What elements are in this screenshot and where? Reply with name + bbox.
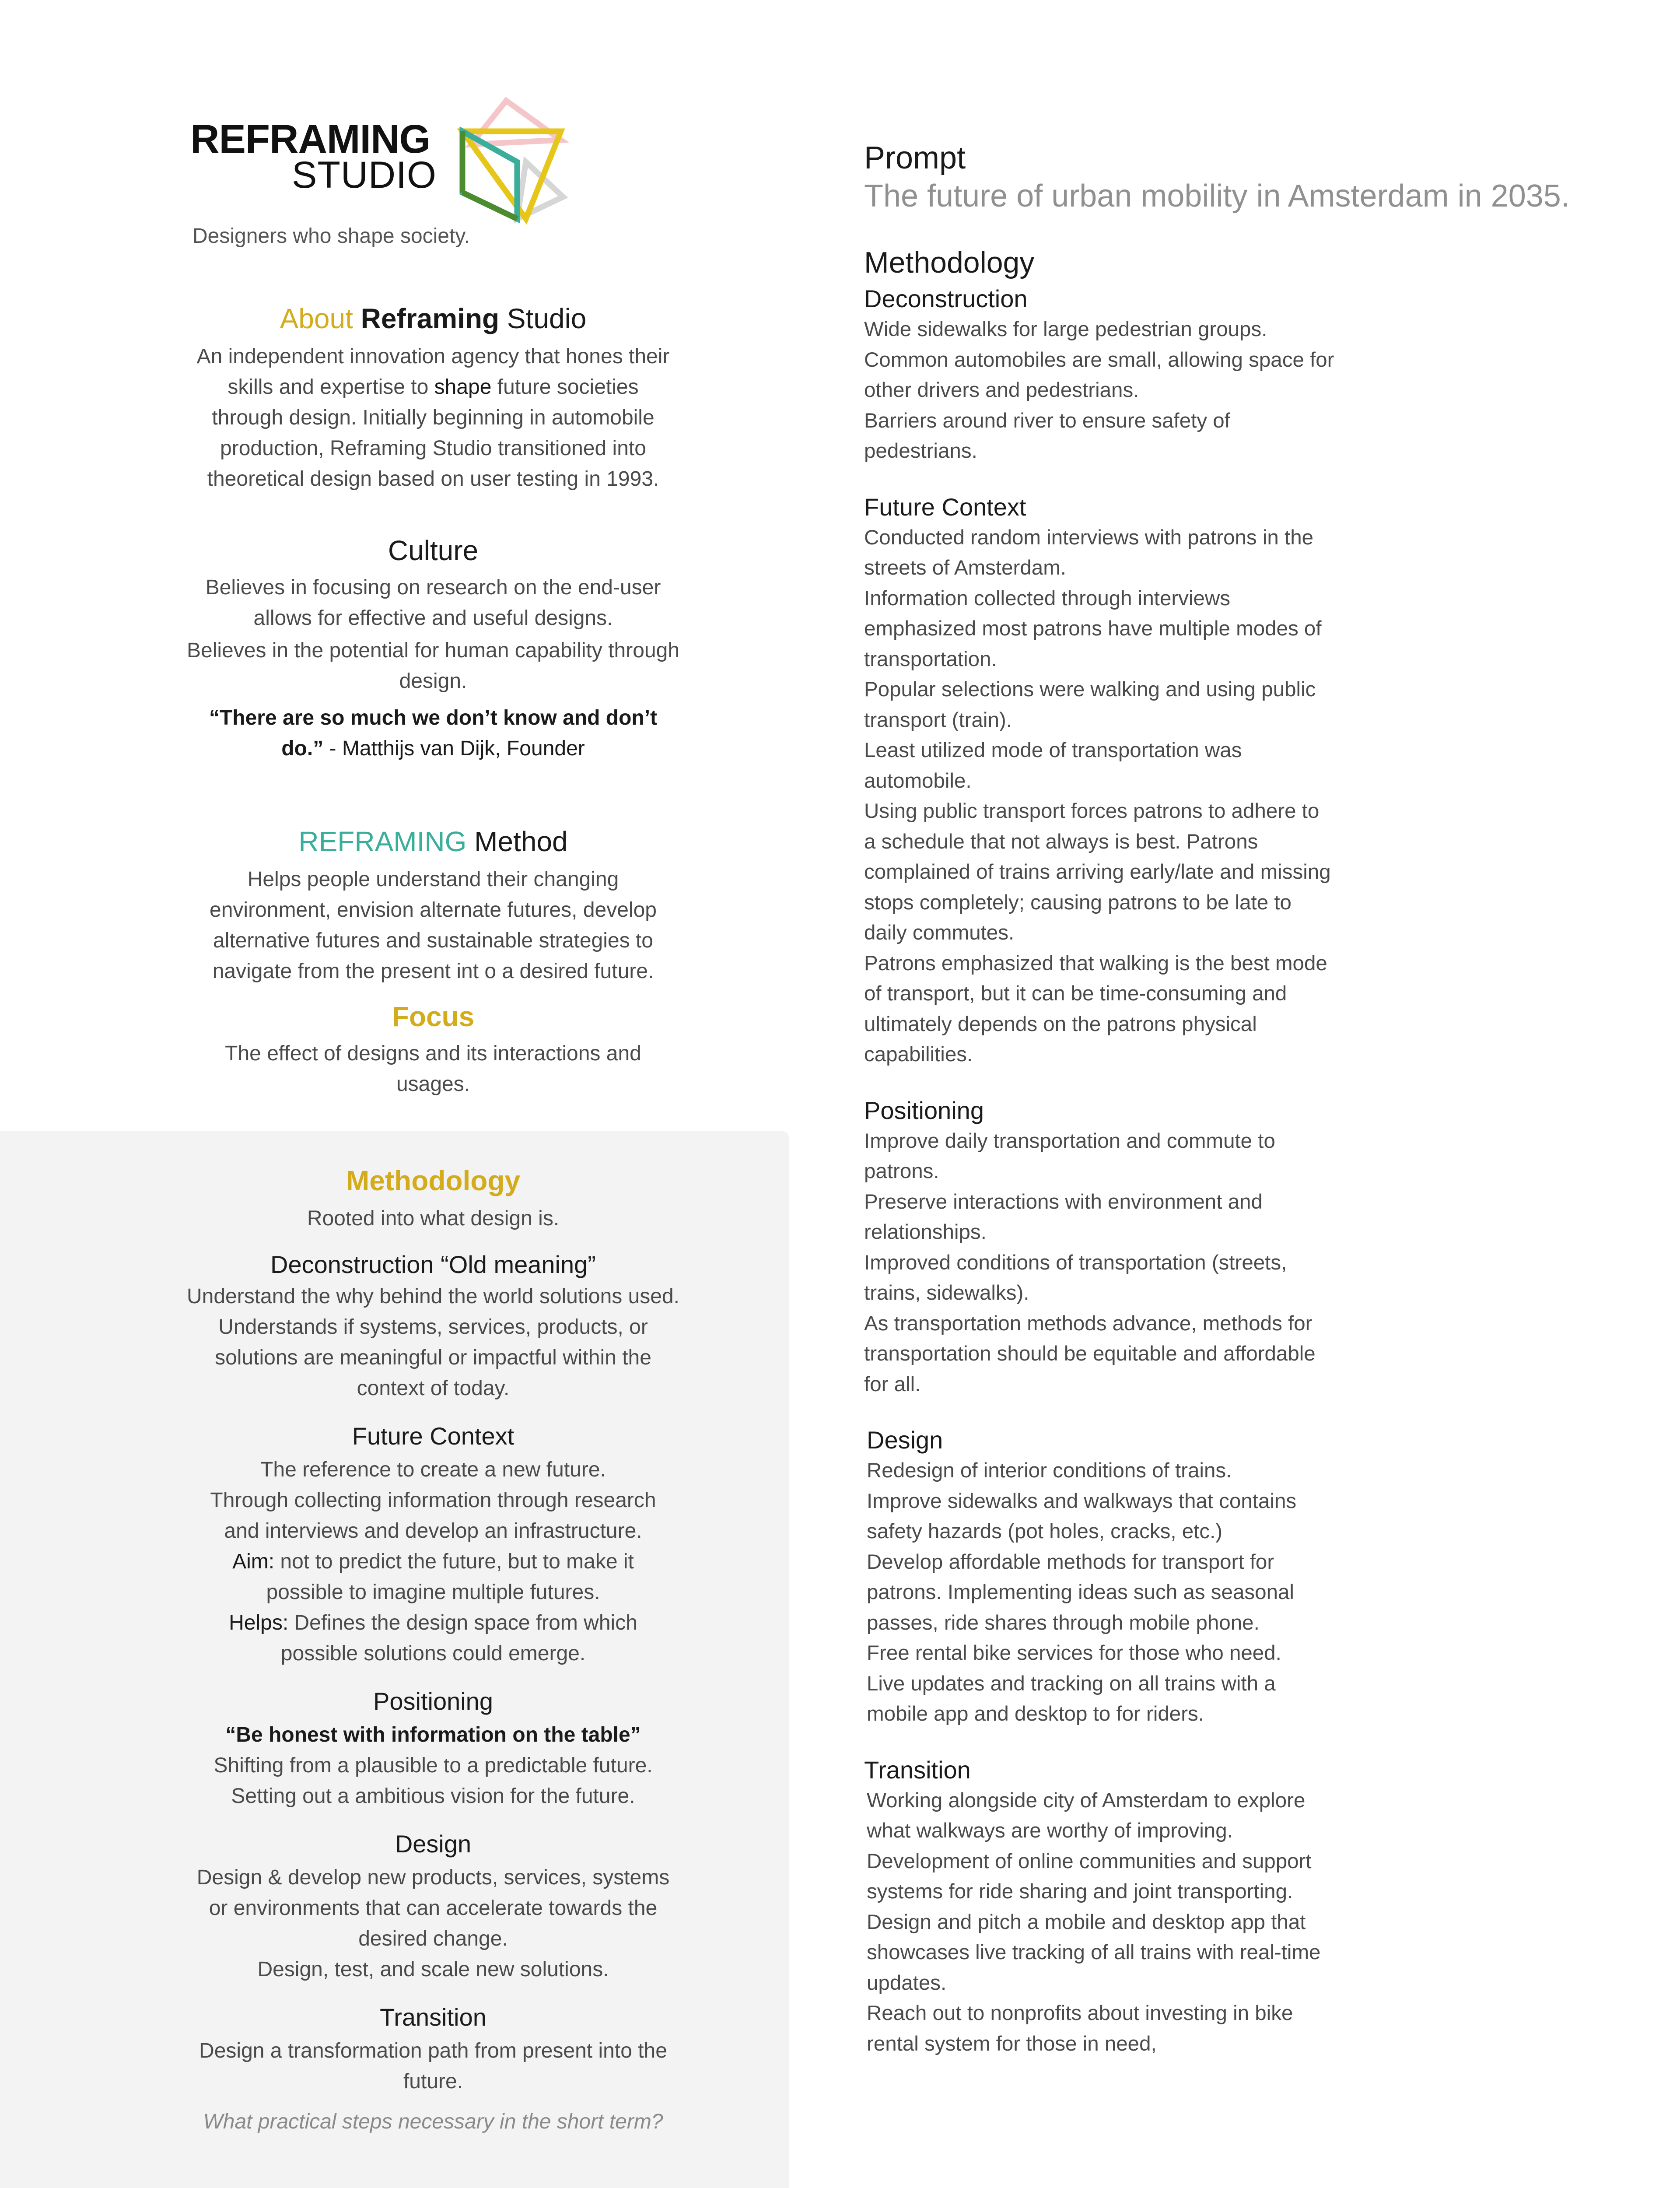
logo-wordmark-reframing: REFRAMING (190, 117, 430, 161)
logo (188, 114, 582, 236)
right-transition-line: what walkways are worthy of improving. (867, 1819, 1233, 1842)
right-future-context-line: capabilities. (864, 1043, 973, 1066)
future-context-line: Through collecting information through research (210, 1489, 656, 1512)
right-design-line: Live updates and tracking on all trains with a (867, 1672, 1276, 1695)
right-design-heading: Design (867, 1426, 943, 1454)
about-heading-bold: Reframing (360, 303, 500, 334)
logo-prism-icon (443, 88, 592, 236)
quote-attribution: - Matthijs van Dijk, Founder (323, 737, 585, 760)
about-line-part: future societies (497, 375, 639, 399)
right-future-context-line: Using public transport forces patrons to adhere to (864, 799, 1320, 823)
right-deconstruction-line: Common automobiles are small, allowing space for (864, 348, 1334, 372)
focus-line: The effect of designs and its interactions and (225, 1042, 641, 1065)
quote-line: “There are so much we don’t know and don’t (209, 706, 658, 729)
about-line: through design. Initially beginning in automobile (212, 406, 654, 429)
method-heading-accent: REFRAMING (298, 826, 467, 857)
focus-body (140, 1038, 726, 1100)
right-future-context-line: Conducted random interviews with patrons in the (864, 526, 1314, 549)
right-design-body (864, 1455, 1433, 1729)
right-future-context-line: automobile. (864, 769, 972, 792)
right-future-context-body (864, 522, 1433, 1070)
helps-text: Defines the design space from which (288, 1611, 637, 1634)
right-future-context-line: Popular selections were walking and using public (864, 678, 1316, 701)
positioning-quote: “Be honest with information on the table” (225, 1723, 641, 1746)
right-future-context-heading: Future Context (864, 493, 1026, 521)
deconstruction-title: Deconstruction (270, 1251, 434, 1278)
about-line (140, 372, 726, 403)
logo-wordmark-studio: STUDIO (292, 154, 437, 196)
future-context-line: and interviews and develop an infrastructure. (224, 1519, 642, 1543)
design-line: Design, test, and scale new solutions. (257, 1958, 609, 1981)
culture-body (140, 572, 726, 697)
right-positioning-line: trains, sidewalks). (864, 1281, 1029, 1304)
about-heading (140, 302, 726, 335)
deconstruction-line: solutions are meaningful or impactful within the (215, 1346, 651, 1369)
focus-line: usages. (396, 1073, 470, 1096)
design-line: or environments that can accelerate towards the (209, 1897, 658, 1920)
aim-text-cont: possible to imagine multiple futures. (266, 1581, 600, 1604)
focus-heading: Focus (392, 1001, 475, 1032)
right-transition-line: showcases live tracking of all trains with real-time (867, 1941, 1321, 1964)
right-deconstruction-line: other drivers and pedestrians. (864, 379, 1139, 402)
transition-line: future. (403, 2070, 463, 2093)
right-transition-line: rental system for those in need, (867, 2032, 1157, 2055)
left-methodology-heading: Methodology (346, 1165, 521, 1196)
right-positioning-body (864, 1126, 1433, 1400)
right-transition-line: Design and pitch a mobile and desktop app that (867, 1910, 1306, 1934)
future-context-body (140, 1455, 726, 1669)
transition-question: What practical steps necessary in the short term? (203, 2110, 663, 2133)
quote-line (140, 733, 726, 764)
right-design-line: Improve sidewalks and walkways that contains (867, 1489, 1297, 1513)
method-line: alternative futures and sustainable strategies to (213, 929, 653, 952)
method-line: environment, envision alternate futures, develop (210, 898, 657, 922)
right-positioning-line: relationships. (864, 1220, 987, 1244)
design-body (140, 1862, 726, 1985)
right-future-context-line: Information collected through interviews (864, 586, 1230, 610)
right-future-context-line: ultimately depends on the patrons physical (864, 1012, 1257, 1036)
left-methodology (140, 1164, 726, 2137)
right-future-context-line: daily commutes. (864, 921, 1015, 944)
right-positioning-line: Improve daily transportation and commute to (864, 1129, 1275, 1153)
about-line-emphasis: shape (434, 375, 492, 399)
prompt-heading: Prompt (864, 140, 966, 175)
right-future-context-line: transport (train). (864, 708, 1012, 732)
right-deconstruction-body (864, 314, 1433, 466)
right-future-context-line: Least utilized mode of transportation was (864, 739, 1242, 762)
quote-bold: do.” (281, 737, 324, 760)
right-transition-line: Reach out to nonprofits about investing in bike (867, 2002, 1293, 2025)
right-positioning-line: As transportation methods advance, methods for (864, 1311, 1312, 1335)
transition-body (140, 2036, 726, 2097)
positioning-body (140, 1720, 726, 1812)
right-positioning-line: for all. (864, 1372, 921, 1396)
about-line: production, Reframing Studio transitioned into (220, 437, 646, 460)
right-positioning-line: Preserve interactions with environment and (864, 1190, 1263, 1213)
future-context-helps (140, 1608, 726, 1638)
positioning-line: Setting out a ambitious vision for the future. (231, 1785, 635, 1808)
right-positioning-line: patrons. (864, 1160, 939, 1183)
about-heading-accent: About (280, 303, 353, 334)
right-future-context-line: complained of trains arriving early/late and missing (864, 860, 1331, 884)
about-line-part: skills and expertise to (228, 375, 429, 399)
culture-line: Believes in focusing on research on the end-user (205, 576, 661, 599)
right-positioning-line: transportation should be equitable and affordable (864, 1342, 1316, 1365)
deconstruction-body (140, 1281, 726, 1404)
right-transition-line: updates. (867, 1971, 947, 1995)
right-methodology-heading: Methodology (864, 246, 1035, 279)
deconstruction-heading (140, 1248, 726, 1281)
culture-line: allows for effective and useful designs. (253, 607, 613, 630)
transition-heading: Transition (380, 2003, 486, 2031)
prompt-text: The future of urban mobility in Amsterdam in 2035. (864, 179, 1570, 214)
deconstruction-line: Understand the why behind the world solutions used. (186, 1285, 680, 1308)
right-deconstruction-line: Wide sidewalks for large pedestrian groups. (864, 318, 1267, 341)
aim-label: Aim: (232, 1550, 275, 1573)
right-future-context-line: emphasized most patrons have multiple modes of (864, 617, 1322, 640)
right-future-context-line: a schedule that not always is best. Patrons (864, 830, 1258, 853)
method-heading-rest: Method (474, 826, 568, 857)
design-line: desired change. (358, 1927, 508, 1950)
about-heading-rest: Studio (507, 303, 587, 334)
helps-text-cont: possible solutions could emerge. (280, 1642, 586, 1665)
positioning-heading: Positioning (373, 1687, 493, 1715)
deconstruction-line: Understands if systems, services, products, or (218, 1315, 648, 1339)
method-heading (140, 825, 726, 858)
culture-heading: Culture (388, 535, 479, 566)
right-transition-body (864, 1785, 1433, 2059)
about-line: An independent innovation agency that hones their (196, 345, 670, 368)
right-transition-heading: Transition (864, 1756, 971, 1784)
right-design-line: mobile app and desktop to for riders. (867, 1702, 1204, 1725)
right-future-context-line: transportation. (864, 647, 997, 671)
about-body (140, 341, 726, 494)
positioning-line: Shifting from a plausible to a predictable future. (214, 1754, 653, 1777)
logo-tagline: Designers who shape society. (192, 224, 470, 248)
culture-quote (140, 703, 726, 764)
design-line: Design & develop new products, services, systems (196, 1866, 670, 1889)
right-design-line: passes, ride shares through mobile phone. (867, 1611, 1260, 1634)
right-design-line: safety hazards (pot holes, cracks, etc.) (867, 1520, 1223, 1543)
deconstruction-subtitle: “Old meaning” (441, 1251, 596, 1278)
method-line: Helps people understand their changing (247, 868, 619, 891)
transition-line: Design a transformation path from present into the (199, 2039, 667, 2062)
right-design-line: Redesign of interior conditions of trains. (867, 1459, 1232, 1482)
right-positioning-heading: Positioning (864, 1096, 984, 1124)
future-context-line: The reference to create a new future. (260, 1458, 606, 1481)
right-deconstruction-heading: Deconstruction (864, 285, 1028, 312)
right-deconstruction-line: Barriers around river to ensure safety of (864, 409, 1230, 432)
future-context-aim (140, 1546, 726, 1577)
method-body (140, 864, 726, 987)
about-line: theoretical design based on user testing in 1993. (207, 467, 659, 491)
right-design-line: Develop affordable methods for transport for (867, 1550, 1274, 1574)
right-future-context-line: Patrons emphasized that walking is the best mode (864, 951, 1327, 975)
right-transition-line: Development of online communities and support (867, 1849, 1312, 1873)
right-deconstruction-line: pedestrians. (864, 439, 977, 463)
future-context-heading: Future Context (352, 1422, 514, 1450)
right-future-context-line: streets of Amsterdam. (864, 556, 1066, 579)
right-transition-line: Working alongside city of Amsterdam to explore (867, 1788, 1306, 1812)
right-design-line: patrons. Implementing ideas such as seasonal (867, 1581, 1294, 1604)
right-future-context-line: stops completely; causing patrons to be late to (864, 891, 1292, 914)
right-future-context-line: of transport, but it can be time-consuming and (864, 982, 1287, 1005)
right-design-line: Free rental bike services for those who need. (867, 1641, 1281, 1665)
deconstruction-line: context of today. (357, 1377, 510, 1400)
logo-pink-triangle (471, 101, 561, 144)
helps-label: Helps: (229, 1611, 289, 1634)
right-transition-line: systems for ride sharing and joint transporting. (867, 1880, 1293, 1903)
right-positioning-line: Improved conditions of transportation (streets, (864, 1251, 1287, 1274)
left-methodology-intro: Rooted into what design is. (307, 1207, 560, 1230)
method-line: navigate from the present int o a desired future. (212, 960, 654, 983)
aim-text: not to predict the future, but to make it (274, 1550, 634, 1573)
culture-line: Believes in the potential for human capability through (186, 639, 680, 662)
design-heading: Design (395, 1830, 472, 1858)
culture-line: design. (399, 670, 467, 693)
